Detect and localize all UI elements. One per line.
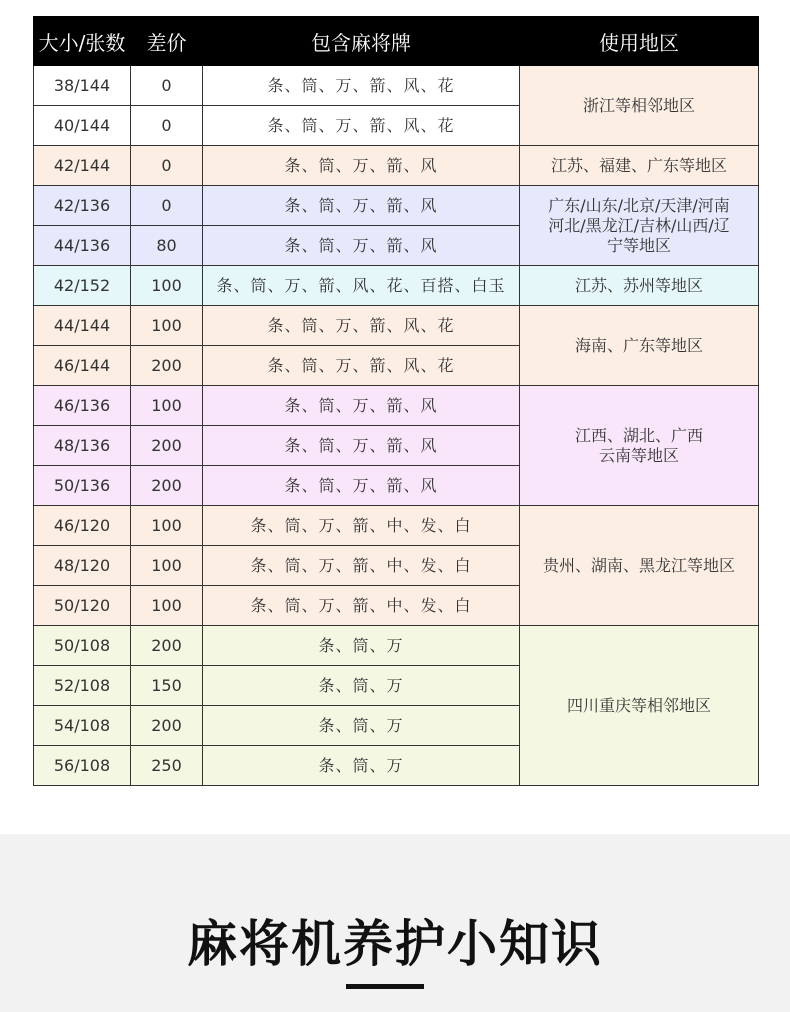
size-cell: 50/120	[34, 586, 131, 626]
diff-cell: 100	[131, 506, 203, 546]
region-cell	[520, 186, 759, 266]
size-cell: 42/144	[34, 146, 131, 186]
size-cell: 38/144	[34, 66, 131, 106]
tiles-cell: 条、筒、万	[203, 666, 520, 706]
region-cell	[520, 386, 759, 506]
size-cell: 46/120	[34, 506, 131, 546]
tiles-cell: 条、筒、万、箭、风、花	[203, 346, 520, 386]
table-header-row	[34, 17, 759, 66]
table-row	[34, 506, 759, 546]
size-cell: 52/108	[34, 666, 131, 706]
region-cell: 江苏、苏州等地区	[520, 266, 759, 306]
tiles-cell: 条、筒、万、箭、风	[203, 226, 520, 266]
table-row	[34, 186, 759, 226]
size-cell: 42/152	[34, 266, 131, 306]
size-cell: 46/144	[34, 346, 131, 386]
diff-cell: 100	[131, 586, 203, 626]
size-cell: 50/108	[34, 626, 131, 666]
tiles-cell: 条、筒、万、箭、风	[203, 146, 520, 186]
size-price-table	[33, 16, 759, 786]
size-cell: 56/108	[34, 746, 131, 786]
header-tiles: 包含麻将牌	[203, 17, 520, 66]
region-line: 河北/黑龙江/吉林/山西/辽	[548, 215, 730, 235]
tiles-cell: 条、筒、万、箭、风	[203, 426, 520, 466]
header-diff: 差价	[131, 17, 203, 66]
diff-cell: 200	[131, 426, 203, 466]
diff-cell: 200	[131, 626, 203, 666]
size-cell: 44/136	[34, 226, 131, 266]
diff-cell: 200	[131, 466, 203, 506]
tiles-cell: 条、筒、万	[203, 746, 520, 786]
tiles-cell: 条、筒、万、箭、风、花	[203, 66, 520, 106]
size-cell: 46/136	[34, 386, 131, 426]
table-row	[34, 266, 759, 306]
diff-cell: 0	[131, 186, 203, 226]
region-cell: 贵州、湖南、黑龙江等地区	[520, 506, 759, 626]
tiles-cell: 条、筒、万、箭、中、发、白	[203, 586, 520, 626]
size-cell: 42/136	[34, 186, 131, 226]
table-row	[34, 66, 759, 106]
region-cell: 江苏、福建、广东等地区	[520, 146, 759, 186]
region-line: 宁等地区	[606, 235, 671, 255]
tiles-cell: 条、筒、万、箭、风、花	[203, 106, 520, 146]
care-tips-section	[0, 834, 790, 1012]
size-cell: 54/108	[34, 706, 131, 746]
diff-cell: 100	[131, 546, 203, 586]
tiles-cell: 条、筒、万、箭、风	[203, 386, 520, 426]
region-cell: 海南、广东等地区	[520, 306, 759, 386]
region-line: 江西、湖北、广西	[574, 425, 703, 445]
diff-cell: 100	[131, 266, 203, 306]
section-title: 麻将机养护小知识	[187, 915, 603, 973]
size-cell: 50/136	[34, 466, 131, 506]
diff-cell: 0	[131, 146, 203, 186]
table-row	[34, 306, 759, 346]
tiles-cell: 条、筒、万、箭、中、发、白	[203, 506, 520, 546]
tiles-cell: 条、筒、万、箭、风	[203, 186, 520, 226]
title-underline	[346, 984, 424, 989]
size-cell: 40/144	[34, 106, 131, 146]
diff-cell: 200	[131, 346, 203, 386]
diff-cell: 100	[131, 386, 203, 426]
region-cell: 四川重庆等相邻地区	[520, 626, 759, 786]
region-line: 广东/山东/北京/天津/河南	[548, 195, 730, 215]
tiles-cell: 条、筒、万	[203, 626, 520, 666]
table-row	[34, 386, 759, 426]
diff-cell: 100	[131, 306, 203, 346]
table-row	[34, 146, 759, 186]
diff-cell: 200	[131, 706, 203, 746]
tiles-cell: 条、筒、万、箭、中、发、白	[203, 546, 520, 586]
tiles-cell: 条、筒、万、箭、风、花	[203, 306, 520, 346]
tiles-cell: 条、筒、万	[203, 706, 520, 746]
tiles-cell: 条、筒、万、箭、风	[203, 466, 520, 506]
diff-cell: 0	[131, 106, 203, 146]
diff-cell: 0	[131, 66, 203, 106]
region-cell: 浙江等相邻地区	[520, 66, 759, 146]
diff-cell: 80	[131, 226, 203, 266]
diff-cell: 150	[131, 666, 203, 706]
table-row	[34, 626, 759, 666]
header-size: 大小/张数	[34, 17, 131, 66]
size-cell: 44/144	[34, 306, 131, 346]
size-cell: 48/120	[34, 546, 131, 586]
region-line: 云南等地区	[598, 445, 679, 465]
size-cell: 48/136	[34, 426, 131, 466]
diff-cell: 250	[131, 746, 203, 786]
tiles-cell: 条、筒、万、箭、风、花、百搭、白玉	[203, 266, 520, 306]
header-region: 使用地区	[520, 17, 759, 66]
